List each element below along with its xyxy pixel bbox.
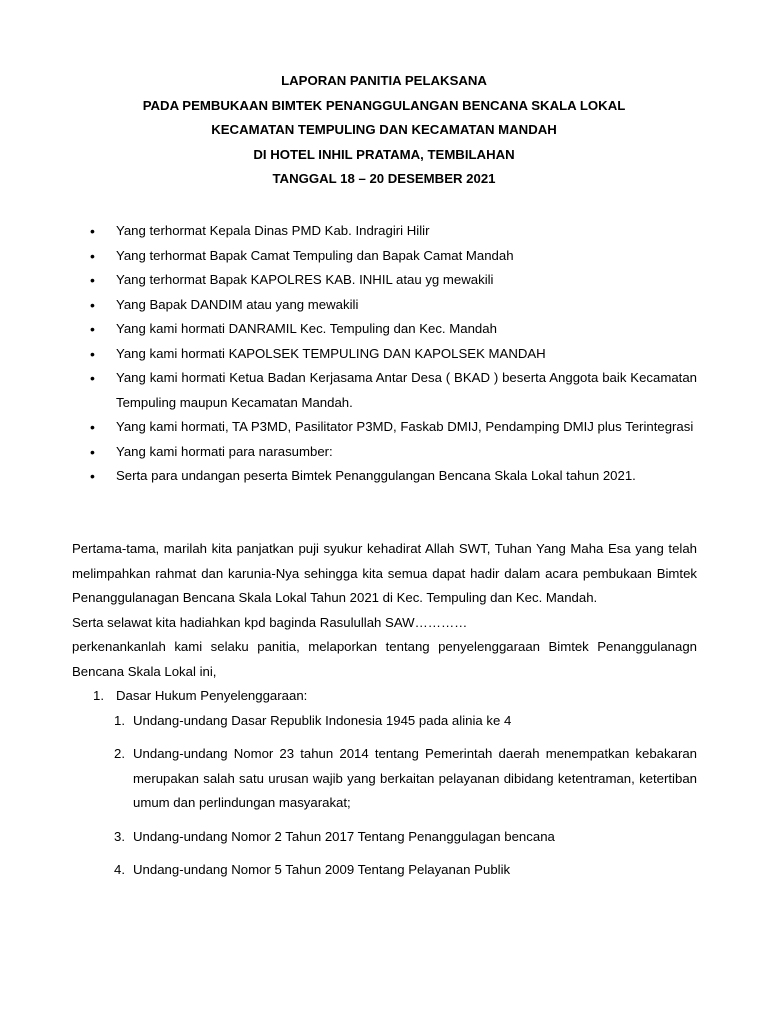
report-intro-paragraph: perkenankanlah kami selaku panitia, melaporkan tentang penyelenggaraan Bimtek Penanggulanagn Bencana Skala Lokal ini, <box>72 639 697 679</box>
bullet-icon: • <box>90 370 95 386</box>
greeting-text: Yang kami hormati KAPOLSEK TEMPULING DAN KAPOLSEK MANDAH <box>116 345 546 361</box>
list-item <box>90 342 697 367</box>
salawat-paragraph: Serta selawat kita hadiahkan kpd baginda Rasulullah SAW………… <box>72 614 468 630</box>
list-item <box>90 244 697 269</box>
section-legal-basis <box>72 684 697 709</box>
list-item <box>90 219 697 244</box>
list-item <box>90 366 697 415</box>
item-text: Undang-undang Nomor 23 tahun 2014 tentang Pemerintah daerah menempatkan kebakaran merupakan salah satu urusan wajib yang berkaitan pelayanan dibidang ketentraman, ketertiban umum dan perlindungan masyarakat; <box>133 746 697 810</box>
list-item <box>90 464 697 489</box>
greetings-list <box>90 219 697 489</box>
item-number: 4. <box>114 862 125 877</box>
bullet-icon: • <box>90 223 95 239</box>
report-sections <box>72 684 697 709</box>
section-number: 1. <box>93 688 104 703</box>
list-item <box>90 440 697 465</box>
list-item <box>72 742 697 816</box>
list-item <box>72 825 697 850</box>
header-location: KECAMATAN TEMPULING DAN KECAMATAN MANDAH <box>211 122 557 137</box>
report-body <box>72 537 697 892</box>
list-item <box>90 415 697 440</box>
header-venue: DI HOTEL INHIL PRATAMA, TEMBILAHAN <box>253 146 515 162</box>
item-number: 1. <box>114 712 125 728</box>
greeting-text: Yang kami hormati, TA P3MD, Pasilitator P3MD, Faskab DMIJ, Pendamping DMIJ plus Terintegrasi <box>116 419 694 434</box>
report-header <box>0 71 768 194</box>
opening-paragraph: Pertama-tama, marilah kita panjatkan puji syukur kehadirat Allah SWT, Tuhan Yang Maha Esa yang telah melimpahkan rahmat dan karunia-Nya sehingga kita semua dapat hadir dalam acara pembukaan Bimtek Penanggulanagan Bencana Skala Lokal Tahun 2021 di Kec. Tempuling dan Kec. Mandah. <box>72 541 697 605</box>
bullet-icon: • <box>90 468 95 484</box>
list-item <box>90 293 697 318</box>
list-item <box>90 268 697 293</box>
item-number: 2. <box>114 746 125 761</box>
greeting-text: Serta para undangan peserta Bimtek Penanggulangan Bencana Skala Lokal tahun 2021. <box>116 468 636 483</box>
greeting-text: Yang kami hormati para narasumber: <box>116 443 333 459</box>
bullet-icon: • <box>90 419 95 435</box>
bullet-icon: • <box>90 247 95 264</box>
item-text: Undang-undang Nomor 2 Tahun 2017 Tentang Penanggulagan bencana <box>133 828 555 844</box>
legal-basis-list <box>72 709 697 883</box>
list-item <box>72 709 697 734</box>
greeting-text: Yang Bapak DANDIM atau yang mewakili <box>116 296 359 312</box>
bullet-icon: • <box>90 272 95 288</box>
item-text: Undang-undang Dasar Republik Indonesia 1945 pada alinia ke 4 <box>133 712 512 728</box>
greeting-text: Yang terhormat Bapak Camat Tempuling dan Bapak Camat Mandah <box>116 247 514 263</box>
item-text: Undang-undang Nomor 5 Tahun 2009 Tentang Pelayanan Publik <box>133 862 511 877</box>
bullet-icon: • <box>90 321 95 337</box>
bullet-icon: • <box>90 345 95 362</box>
list-item <box>72 858 697 883</box>
list-item <box>90 317 697 342</box>
greeting-text: Yang terhormat Kepala Dinas PMD Kab. Indragiri Hilir <box>116 223 430 238</box>
header-date: TANGGAL 18 – 20 DESEMBER 2021 <box>272 171 496 186</box>
section-title: Dasar Hukum Penyelenggaraan: <box>116 688 308 703</box>
greeting-text: Yang kami hormati Ketua Badan Kerjasama Antar Desa ( BKAD ) beserta Anggota baik Kecamatan Tempuling maupun Kecamatan Mandah. <box>116 370 697 410</box>
item-number: 3. <box>114 828 125 844</box>
header-subtitle: PADA PEMBUKAAN BIMTEK PENANGGULANGAN BENCANA SKALA LOKAL <box>142 97 626 113</box>
greeting-text: Yang kami hormati DANRAMIL Kec. Tempuling dan Kec. Mandah <box>116 321 497 336</box>
greeting-text: Yang terhormat Bapak KAPOLRES KAB. INHIL atau yg mewakili <box>116 272 494 287</box>
bullet-icon: • <box>90 443 95 460</box>
header-title: LAPORAN PANITIA PELAKSANA <box>281 73 487 88</box>
bullet-icon: • <box>90 296 95 313</box>
